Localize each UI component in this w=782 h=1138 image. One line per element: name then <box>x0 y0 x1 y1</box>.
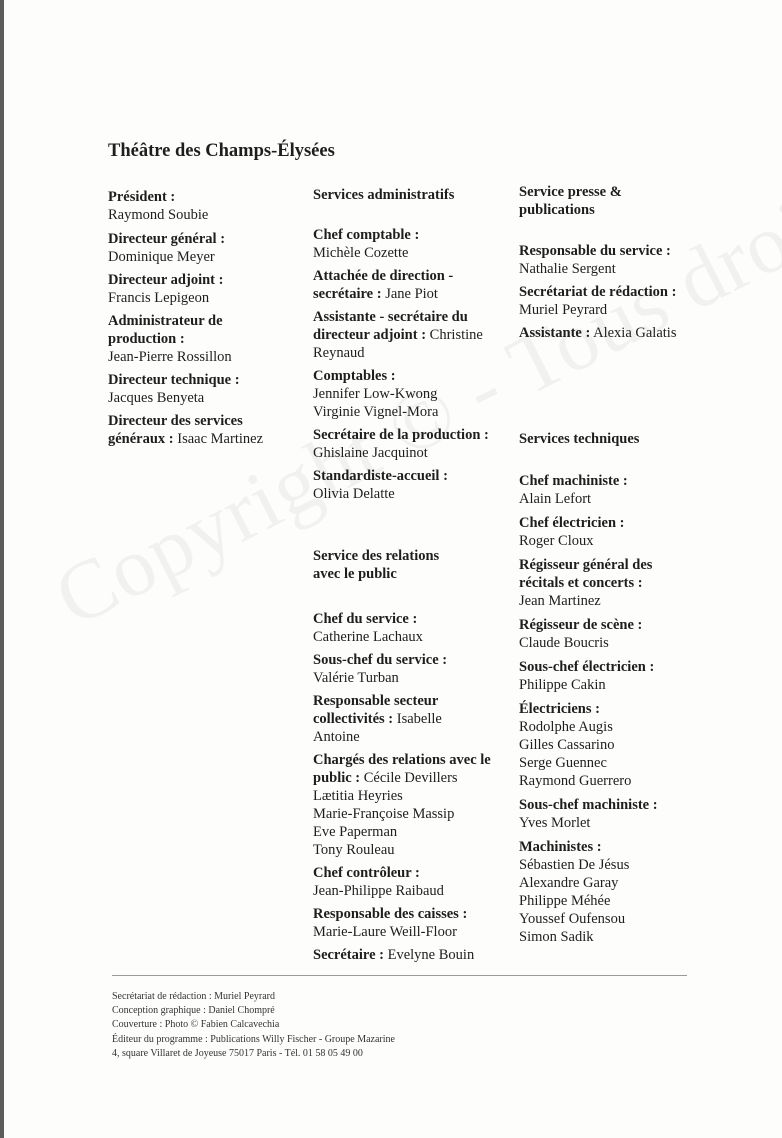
person-name: Jean Martinez <box>519 593 601 609</box>
staff-entry <box>519 658 699 694</box>
staff-entry <box>519 283 699 319</box>
person-name: Ghislaine Jacquinot <box>313 445 428 461</box>
person-name: Michèle Cozette <box>313 245 409 261</box>
colophon-line: Conception graphique : Daniel Chompré <box>112 1005 275 1017</box>
role-label: Chef électricien : <box>519 515 625 531</box>
person-name: Muriel Peyrard <box>519 302 608 318</box>
person-name: Claude Boucris <box>519 635 609 651</box>
colophon-line: Secrétariat de rédaction : Muriel Peyrard <box>112 991 275 1002</box>
role-label: Chef contrôleur : <box>313 865 420 881</box>
staff-entry <box>313 610 493 646</box>
staff-entry <box>313 226 493 262</box>
role-label: Secrétariat de rédaction : <box>519 284 677 300</box>
staff-entry <box>108 188 288 224</box>
role-label: Chef machiniste : <box>519 473 628 489</box>
role-label: Sous-chef machiniste : <box>519 797 658 813</box>
role-label: Directeur adjoint : <box>108 272 224 288</box>
person-name: Youssef Oufensou <box>519 911 626 927</box>
section-heading: Services administratifs <box>313 187 455 203</box>
person-name: Serge Guennec <box>519 755 607 771</box>
staff-entry <box>519 796 699 832</box>
column-press-technical <box>519 183 699 946</box>
person-name: Yves Morlet <box>519 815 591 831</box>
person-name: Isabelle Antoine <box>313 711 442 745</box>
person-name: Jean-Philippe Raibaud <box>313 883 444 899</box>
role-label: Président : <box>108 189 176 205</box>
role-label: Machinistes : <box>519 839 602 855</box>
person-name: Raymond Soubie <box>108 207 209 223</box>
staff-entry <box>313 308 491 362</box>
person-name: Jennifer Low-Kwong <box>313 386 438 402</box>
colophon-line: Éditeur du programme : Publications Willy Fischer - Groupe Mazarine <box>112 1033 395 1045</box>
person-name: Jane Piot <box>385 286 438 302</box>
person-name: Cécile Devillers <box>363 770 458 786</box>
role-label: Directeur technique : <box>108 372 240 388</box>
role-label: Chef comptable : <box>313 227 420 243</box>
staff-entry <box>519 700 699 790</box>
person-name: Virginie Vignel-Mora <box>313 404 439 420</box>
staff-entry <box>519 472 699 508</box>
role-label: Assistante : <box>519 325 591 341</box>
column-administration <box>313 186 493 964</box>
person-name: Olivia Delatte <box>313 486 395 502</box>
staff-entry <box>108 312 258 366</box>
staff-entry <box>108 230 288 266</box>
role-label: Sous-chef électricien : <box>519 659 655 675</box>
staff-entry <box>313 905 493 941</box>
staff-entry <box>519 838 699 946</box>
person-name: Jacques Benyeta <box>108 390 205 406</box>
person-name: Alain Lefort <box>519 491 592 507</box>
role-label: Administrateur de production : <box>108 313 223 347</box>
person-name: Lætitia Heyries <box>313 788 403 804</box>
person-name: Eve Paperman <box>313 824 398 840</box>
person-name: Philippe Méhée <box>519 893 611 909</box>
staff-entry <box>519 556 669 610</box>
role-label: Comptables : <box>313 368 396 384</box>
column-direction <box>108 188 288 448</box>
role-label: Secrétaire : <box>313 947 384 963</box>
colophon <box>112 990 395 1061</box>
role-label: Électriciens : <box>519 701 600 717</box>
person-name: Raymond Guerrero <box>519 773 632 789</box>
person-name: Tony Rouleau <box>313 842 395 858</box>
person-name: Gilles Cassarino <box>519 737 615 753</box>
role-label: Responsable des caisses : <box>313 906 468 922</box>
staff-entry <box>313 426 493 462</box>
role-label: Assistante - secrétaire du directeur adjoint : <box>313 309 468 343</box>
section-heading: Services techniques <box>519 431 640 447</box>
person-name: Roger Cloux <box>519 533 594 549</box>
staff-entry <box>108 271 288 307</box>
staff-entry <box>108 371 288 407</box>
colophon-line: 4, square Villaret de Joyeuse 75017 Paris - Tél. 01 58 05 49 00 <box>112 1047 363 1059</box>
role-label: Régisseur de scène : <box>519 617 643 633</box>
staff-entry <box>313 651 493 687</box>
staff-entry <box>519 616 699 652</box>
section-heading: Service des relations avec le public <box>313 548 440 582</box>
staff-entry <box>313 367 493 421</box>
role-label: Régisseur général des récitals et concerts : <box>519 557 653 591</box>
person-name: Christine Reynaud <box>313 327 483 361</box>
role-label: Secrétaire de la production : <box>313 427 489 443</box>
person-name: Jean-Pierre Rossillon <box>108 349 232 365</box>
role-label: Attachée de direction - secrétaire : <box>313 268 454 302</box>
person-name: Valérie Turban <box>313 670 399 686</box>
role-label: Chef du service : <box>313 611 418 627</box>
person-name: Evelyne Bouin <box>387 947 475 963</box>
person-name: Alexia Galatis <box>593 325 677 341</box>
person-name: Alexandre Garay <box>519 875 619 891</box>
person-name: Isaac Martinez <box>177 431 264 447</box>
person-name: Nathalie Sergent <box>519 261 616 277</box>
staff-entry <box>313 864 493 900</box>
footer-divider <box>112 975 687 976</box>
person-name: Rodolphe Augis <box>519 719 613 735</box>
page-title: Théâtre des Champs-Élysées <box>108 141 335 161</box>
role-label: Responsable secteur collectivités : <box>313 693 438 727</box>
person-name: Simon Sadik <box>519 929 594 945</box>
role-label: Directeur général : <box>108 231 226 247</box>
role-label: Responsable du service : <box>519 243 671 259</box>
staff-entry <box>313 467 493 503</box>
person-name: Dominique Meyer <box>108 249 215 265</box>
staff-entry <box>519 324 699 342</box>
person-name: Sébastien De Jésus <box>519 857 630 873</box>
person-name: Philippe Cakin <box>519 677 606 693</box>
role-label: Chargés des relations avec le public : <box>313 752 491 786</box>
scan-edge <box>0 0 4 1138</box>
role-label: Directeur des services généraux : <box>108 413 243 447</box>
person-name: Marie-Laure Weill-Floor <box>313 924 457 940</box>
staff-entry <box>519 514 699 550</box>
staff-entry <box>108 412 283 448</box>
staff-entry <box>313 267 473 303</box>
role-label: Standardiste-accueil : <box>313 468 448 484</box>
section-heading: Service presse & publications <box>519 184 622 218</box>
staff-entry <box>313 692 491 746</box>
staff-entry <box>313 946 493 964</box>
staff-entry <box>313 751 491 859</box>
person-name: Catherine Lachaux <box>313 629 423 645</box>
role-label: Sous-chef du service : <box>313 652 448 668</box>
person-name: Francis Lepigeon <box>108 290 210 306</box>
person-name: Marie-Françoise Massip <box>313 806 455 822</box>
colophon-line: Couverture : Photo © Fabien Calcavechia <box>112 1019 280 1031</box>
staff-entry <box>519 242 699 278</box>
